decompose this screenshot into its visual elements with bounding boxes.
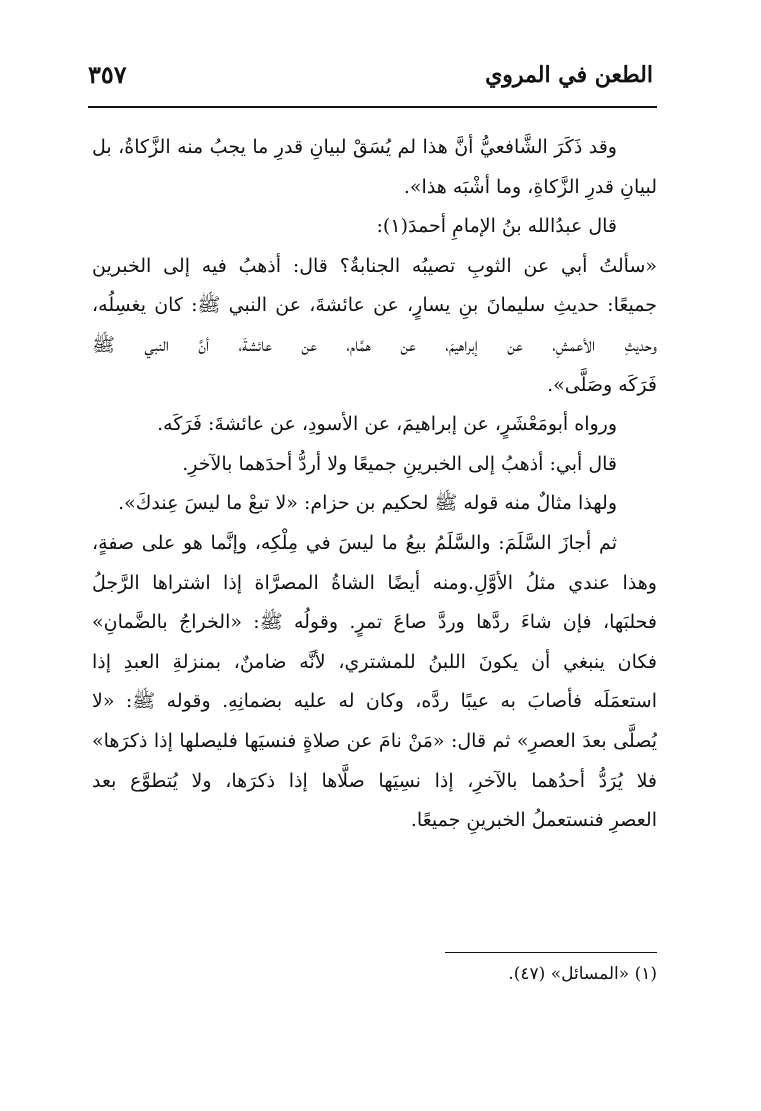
text-line: ولهذا مثالٌ منه قوله ﷺ لحكيم بن حزام: «لا تبعْ ما ليسَ عِندكَ». xyxy=(118,492,617,515)
text-line: ثم أجازَ السَّلَمَ: والسَّلَمُ بيعُ ما ليسَ في مِلْكِه، وإنَّما هو على صفةٍ، xyxy=(92,531,617,554)
footnote-rule xyxy=(445,952,657,953)
text-line: وحديثِ الأعمشِ، عن إبراهيمَ، عن همَّام، عن عائشةَ، أنَّ النبي ﷺ xyxy=(92,333,657,356)
text-line: استعمَلَه فأصابَ به عيبًا ردَّه، وكان له عليه بضمانِهِ. وقوله ﷺ: «لا xyxy=(92,690,657,713)
text-line: جميعًا: حديثِ سليمانَ بنِ يسارٍ، عن عائشةَ، عن النبي ﷺ: كان يغسِلُه، xyxy=(92,294,657,317)
page-number: ٣٥٧ xyxy=(88,60,127,89)
text-line: فَرَكَه وصَلَّى». xyxy=(547,373,657,396)
text-line: لبيانِ قدرِ الزَّكاةِ، وما أشْبَه هذا». xyxy=(403,175,657,198)
text-line: وهذا عندي مثلُ الأوَّلِ.ومنه أيضًا الشاةُ المصرَّاة إذا اشتراها الرَّجلُ xyxy=(92,571,657,594)
text-line: فكان ينبغي أن يكونَ اللبنُ للمشتري، لأنَّه ضامنٌ، بمنزلةِ العبدِ إذا xyxy=(92,650,657,673)
text-line: فحلبَها، فإن شاءَ ردَّها وردَّ صاعَ تمرٍ. وقولُه ﷺ: «الخراجُ بالضَّمانِ» xyxy=(92,611,657,634)
body-text xyxy=(92,128,657,841)
text-line: ورواه أبومَعْشَرٍ، عن إبراهيمَ، عن الأسودِ، عن عائشةَ: فَرَكَه. xyxy=(157,413,617,436)
text-line: «سألتُ أبي عن الثوبِ تصيبُه الجنابةُ؟ قال: أذهبُ فيه إلى الخبرين xyxy=(92,254,657,277)
text-line: قال أبي: أذهبُ إلى الخبرينِ جميعًا ولا أردُّ أحدَهما بالآخرِ. xyxy=(182,452,617,475)
footnote: (١) «المسائل» (٤٧). xyxy=(508,964,657,984)
header-rule xyxy=(88,106,657,108)
text-line: قال عبدُالله بنُ الإمامِ أحمدَ(١): xyxy=(376,215,617,238)
text-line: العصرِ فنستعملُ الخبرينِ جميعًا. xyxy=(410,809,657,832)
text-line: وقد ذَكَرَ الشَّافعيُّ أنَّ هذا لم يُسَقْ لبيانِ قدرِ ما يجبُ منه الزَّكاةُ، بل xyxy=(92,136,617,158)
header-title: الطعن في المروي xyxy=(485,62,653,88)
text-line: يُصلَّى بعدَ العصرِ» ثم قال: «مَنْ نامَ عن صلاةٍ فنسيَها فليصلها إذا ذكرَها» xyxy=(92,729,657,752)
running-header xyxy=(88,58,653,98)
text-line: فلا يُرَدُّ أحدُهما بالآخرِ، إذا نسِيَها صلَّاها إذا ذكرَها، ولا يُتطوَّع بعد xyxy=(92,769,657,792)
